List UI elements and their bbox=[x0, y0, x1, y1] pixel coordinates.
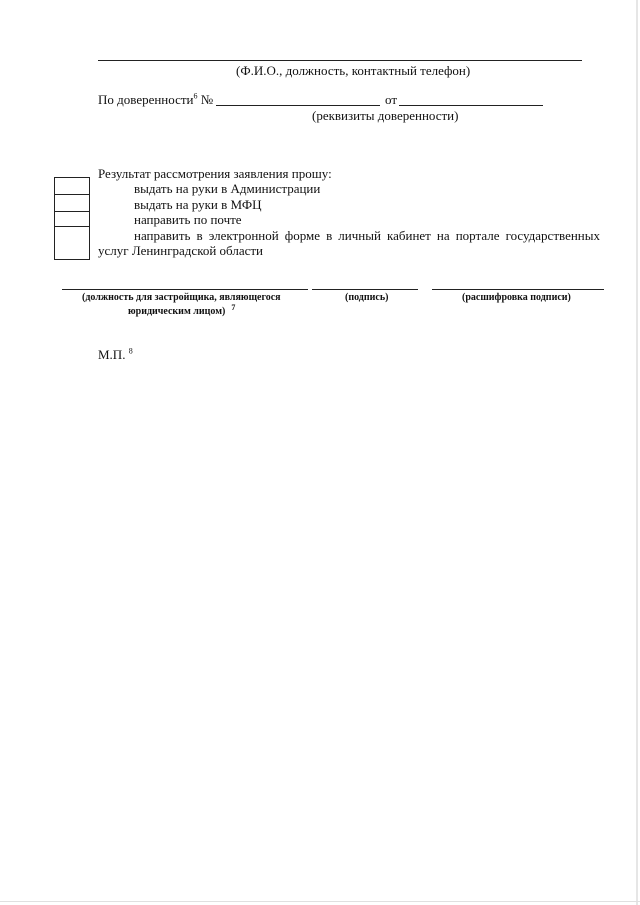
decode-caption: (расшифровка подписи) bbox=[462, 292, 571, 303]
position-caption: (должность для застройщика, являющегося bbox=[82, 292, 281, 303]
option-mfc: выдать на руки в МФЦ bbox=[134, 197, 262, 212]
fio-caption: (Ф.И.О., должность, контактный телефон) bbox=[236, 63, 471, 78]
stamp-footnote: 8 bbox=[128, 346, 133, 356]
signature-caption: (подпись) bbox=[345, 292, 389, 303]
poa-number-sign: № bbox=[200, 92, 214, 107]
result-heading: Результат рассмотрения заявления прошу: bbox=[98, 166, 332, 181]
decode-line bbox=[432, 289, 604, 290]
option-mail: направить по почте bbox=[134, 212, 242, 227]
poa-footnote: 6 bbox=[193, 91, 198, 101]
poa-label: По доверенности bbox=[98, 92, 194, 107]
poa-date-line bbox=[399, 105, 543, 106]
page-bottom-edge bbox=[0, 901, 640, 902]
checkbox-mfc[interactable] bbox=[54, 194, 90, 212]
poa-caption: (реквизиты доверенности) bbox=[312, 108, 459, 123]
position-line bbox=[62, 289, 308, 290]
checkbox-administration[interactable] bbox=[54, 177, 90, 195]
poa-from-label: от bbox=[385, 92, 398, 107]
poa-number-line bbox=[216, 105, 380, 106]
signature-line bbox=[312, 289, 418, 290]
option-electronic: направить в электронной форме в личный кабинет на портале государственных bbox=[134, 228, 600, 243]
fio-line bbox=[98, 60, 582, 61]
position-caption-line2: юридическим лицом) $^7$ bbox=[128, 302, 236, 317]
option-administration: выдать на руки в Администрации bbox=[134, 181, 321, 196]
option-electronic-continuation: услуг Ленинградской области bbox=[98, 243, 264, 258]
position-footnote: 7 bbox=[231, 302, 236, 312]
checkbox-mail[interactable] bbox=[54, 211, 90, 227]
poa-row bbox=[98, 92, 213, 108]
stamp-label: М.П. $^8$ bbox=[98, 346, 133, 362]
checkbox-electronic[interactable] bbox=[54, 226, 90, 260]
page-right-edge bbox=[636, 0, 638, 905]
